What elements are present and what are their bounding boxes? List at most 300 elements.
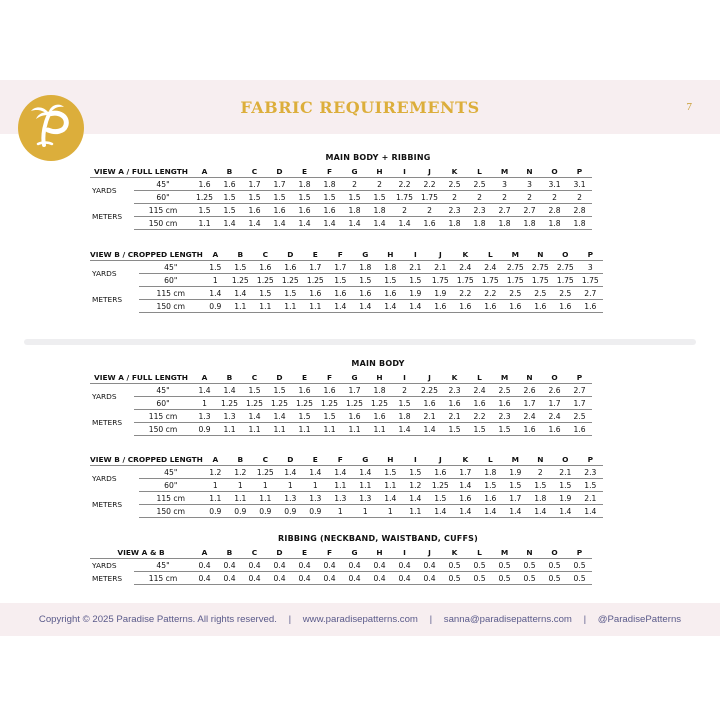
- size-column-header: D: [267, 165, 292, 178]
- table-main-ribbing-view-a: [90, 165, 592, 230]
- table-cell: 2.5: [553, 287, 578, 300]
- unit-spacer: [132, 466, 139, 492]
- size-column-header: G: [342, 165, 367, 178]
- table-cell: 1.3: [328, 492, 353, 505]
- table-cell: 1.7: [267, 178, 292, 191]
- table-cell: 1.6: [528, 300, 553, 313]
- table-cell: 0.5: [467, 559, 492, 572]
- page-number: 7: [686, 101, 692, 113]
- table-cell: 2.75: [503, 261, 528, 274]
- table-cell: 1.4: [192, 384, 217, 397]
- table-cell: 0.4: [217, 572, 242, 585]
- table-cell: 1.25: [242, 397, 267, 410]
- table-main-ribbing-view-b: [90, 248, 603, 313]
- table-cell: 1.4: [353, 300, 378, 313]
- table-cell: 1.75: [428, 274, 453, 287]
- table-cell: 1.5: [378, 274, 403, 287]
- table-cell: 1.4: [578, 505, 603, 518]
- table-cell: 1.2: [403, 479, 428, 492]
- table-cell: 2: [417, 204, 442, 217]
- table-cell: 1.8: [378, 261, 403, 274]
- table-cell: 1.25: [192, 191, 217, 204]
- table-cell: 1.2: [203, 466, 228, 479]
- table-cell: 0.4: [392, 559, 417, 572]
- section-title-main-body: MAIN BODY: [351, 359, 405, 368]
- table-cell: 1.6: [217, 178, 242, 191]
- table-cell: 2.5: [503, 287, 528, 300]
- table-cell: 1.5: [392, 397, 417, 410]
- table-row: [90, 492, 603, 505]
- table-cell: 1.1: [253, 492, 278, 505]
- size-column-header: B: [228, 453, 253, 466]
- size-column-header: I: [392, 546, 417, 559]
- size-column-header: F: [317, 546, 342, 559]
- table-cell: 2.5: [528, 287, 553, 300]
- size-column-header: A: [192, 165, 217, 178]
- table-cell: 1.8: [478, 466, 503, 479]
- table-cell: 1.1: [278, 300, 303, 313]
- table-cell: 2.7: [567, 384, 592, 397]
- size-column-header: G: [342, 371, 367, 384]
- table-cell: 1.75: [417, 191, 442, 204]
- size-column-header: N: [517, 165, 542, 178]
- table-cell: 3.1: [542, 178, 567, 191]
- table-cell: 1.4: [403, 300, 428, 313]
- table-cell: 0.4: [367, 572, 392, 585]
- table-cell: 1.4: [453, 479, 478, 492]
- table-cell: 1.1: [353, 479, 378, 492]
- size-column-header: C: [253, 453, 278, 466]
- fabric-width-label: 60": [139, 479, 203, 492]
- table-cell: 2.5: [467, 178, 492, 191]
- table-row: [90, 384, 592, 397]
- table-cell: 0.4: [417, 572, 442, 585]
- size-column-header: B: [228, 248, 253, 261]
- fabric-width-label: 115 cm: [139, 492, 203, 505]
- table-cell: 1.1: [192, 217, 217, 230]
- table-cell: 1.8: [542, 217, 567, 230]
- table-cell: 2.3: [578, 466, 603, 479]
- table-cell: 1.8: [467, 217, 492, 230]
- footer: [0, 614, 720, 625]
- table-cell: 2.5: [492, 384, 517, 397]
- table-cell: 1.8: [392, 410, 417, 423]
- table-cell: 1.75: [392, 191, 417, 204]
- table-cell: 1.4: [292, 217, 317, 230]
- table-cell: 1: [228, 479, 253, 492]
- size-column-header: D: [278, 453, 303, 466]
- table-cell: 1.6: [242, 204, 267, 217]
- size-column-header: A: [203, 453, 228, 466]
- table-row: [90, 559, 592, 572]
- table-cell: 1.25: [317, 397, 342, 410]
- table-cell: 1.6: [253, 261, 278, 274]
- table-ribbing-view-ab: [90, 546, 592, 585]
- table-cell: 1.5: [292, 410, 317, 423]
- table-cell: 1.1: [217, 423, 242, 436]
- table-cell: 1.6: [517, 423, 542, 436]
- table-cell: 1.25: [342, 397, 367, 410]
- table-cell: 1.1: [403, 505, 428, 518]
- table-cell: 1.4: [242, 410, 267, 423]
- table-cell: 1.8: [367, 204, 392, 217]
- size-column-header: L: [478, 248, 503, 261]
- size-column-header: O: [553, 453, 578, 466]
- table-cell: 2.1: [578, 492, 603, 505]
- size-column-header: E: [292, 371, 317, 384]
- table-cell: 3: [517, 178, 542, 191]
- table-cell: 0.5: [567, 572, 592, 585]
- table-cell: 1.4: [328, 300, 353, 313]
- table-cell: 2: [392, 204, 417, 217]
- size-column-header: H: [367, 165, 392, 178]
- table-cell: 1.3: [353, 492, 378, 505]
- table-cell: 2.4: [542, 410, 567, 423]
- table-cell: 2: [467, 191, 492, 204]
- table-row: [90, 397, 592, 410]
- table-cell: 3: [578, 261, 603, 274]
- table-cell: 2.2: [417, 178, 442, 191]
- table-cell: 0.4: [392, 572, 417, 585]
- table-cell: 0.9: [203, 505, 228, 518]
- table-cell: 1.4: [217, 384, 242, 397]
- unit-label: METERS: [92, 500, 123, 509]
- table-header-row: [90, 371, 592, 384]
- table-cell: 1.4: [242, 217, 267, 230]
- table-cell: 1.7: [342, 384, 367, 397]
- table-cell: 1.5: [367, 191, 392, 204]
- table-cell: 1.6: [492, 397, 517, 410]
- table-cell: 1.6: [378, 287, 403, 300]
- table-cell: 0.5: [467, 572, 492, 585]
- table-cell: 1.1: [367, 423, 392, 436]
- table-cell: 1.7: [503, 492, 528, 505]
- table-cell: 0.4: [267, 572, 292, 585]
- table-cell: 0.4: [342, 572, 367, 585]
- table-cell: 1.3: [278, 492, 303, 505]
- size-column-header: J: [417, 371, 442, 384]
- size-column-header: I: [392, 165, 417, 178]
- size-column-header: G: [353, 453, 378, 466]
- table-cell: 0.4: [317, 572, 342, 585]
- table-cell: 1.7: [328, 261, 353, 274]
- table-header-row: [90, 248, 603, 261]
- unit-spacer: [132, 492, 139, 518]
- table-row: [90, 191, 592, 204]
- size-column-header: F: [328, 248, 353, 261]
- table-cell: 1.9: [553, 492, 578, 505]
- table-row: [90, 505, 603, 518]
- table-cell: 2: [528, 466, 553, 479]
- table-cell: 1.6: [442, 397, 467, 410]
- table-cell: 2.8: [567, 204, 592, 217]
- table-cell: 1.4: [528, 505, 553, 518]
- table-cell: 1.6: [478, 300, 503, 313]
- table-cell: 1.75: [578, 274, 603, 287]
- fabric-width-label: 60": [134, 191, 192, 204]
- size-column-header: G: [342, 546, 367, 559]
- unit-label: YARDS: [92, 186, 117, 196]
- table-cell: 2: [442, 191, 467, 204]
- table-row: [90, 466, 603, 479]
- size-column-header: B: [217, 165, 242, 178]
- table-cell: 1: [203, 274, 228, 287]
- table-cell: 3: [492, 178, 517, 191]
- section-title-ribbing: RIBBING (NECKBAND, WAISTBAND, CUFFS): [278, 534, 478, 543]
- table-cell: 1.25: [278, 274, 303, 287]
- table-cell: 2.3: [442, 204, 467, 217]
- table-cell: 1.5: [442, 423, 467, 436]
- table-cell: 1.6: [367, 410, 392, 423]
- table-cell: 2: [492, 191, 517, 204]
- table-cell: 1.4: [553, 505, 578, 518]
- fabric-width-label: 150 cm: [134, 423, 192, 436]
- table-cell: 1.5: [403, 274, 428, 287]
- table-cell: 1.5: [342, 191, 367, 204]
- table-cell: 1.6: [467, 397, 492, 410]
- size-column-header: P: [578, 248, 603, 261]
- size-column-header: N: [517, 371, 542, 384]
- table-cell: 1.1: [242, 423, 267, 436]
- table-cell: 1.5: [478, 479, 503, 492]
- table-cell: 1.6: [292, 384, 317, 397]
- size-column-header: J: [428, 248, 453, 261]
- table-cell: 1.4: [278, 466, 303, 479]
- table-cell: 2.4: [453, 261, 478, 274]
- table-cell: 1.5: [267, 191, 292, 204]
- table-cell: 2: [517, 191, 542, 204]
- unit-label: YARDS: [92, 560, 117, 570]
- table-cell: 1: [203, 479, 228, 492]
- table-cell: 0.4: [367, 559, 392, 572]
- size-column-header: O: [542, 165, 567, 178]
- table-cell: 0.4: [192, 559, 217, 572]
- table-cell: 1.4: [217, 217, 242, 230]
- table-cell: 1.1: [303, 300, 328, 313]
- table-cell: 1.5: [578, 479, 603, 492]
- fabric-width-label: 115 cm: [134, 204, 192, 217]
- unit-label: YARDS: [92, 474, 117, 484]
- table-cell: 2.1: [553, 466, 578, 479]
- table-cell: 1.5: [242, 191, 267, 204]
- table-cell: 1.25: [253, 274, 278, 287]
- table-cell: 2.2: [392, 178, 417, 191]
- table-cell: 1.3: [192, 410, 217, 423]
- size-column-header: M: [503, 453, 528, 466]
- size-column-header: J: [417, 165, 442, 178]
- table-cell: 0.9: [203, 300, 228, 313]
- table-cell: 1.4: [392, 217, 417, 230]
- table-cell: 1.6: [317, 204, 342, 217]
- table-cell: 2.2: [453, 287, 478, 300]
- footer-social-handle[interactable]: @ParadisePatterns: [597, 614, 682, 625]
- table-cell: 1.6: [553, 300, 578, 313]
- table-cell: 1.5: [192, 204, 217, 217]
- table-row: [90, 572, 592, 585]
- table-cell: 1: [378, 505, 403, 518]
- table-cell: 1.6: [278, 261, 303, 274]
- table-cell: 1.75: [478, 274, 503, 287]
- size-column-header: D: [278, 248, 303, 261]
- table-cell: 1.6: [542, 423, 567, 436]
- table-cell: 1.75: [553, 274, 578, 287]
- size-column-header: K: [442, 165, 467, 178]
- size-column-header: O: [542, 371, 567, 384]
- table-cell: 1.1: [203, 492, 228, 505]
- footer-separator: |: [429, 614, 433, 625]
- fabric-width-label: 115 cm: [134, 572, 192, 585]
- table-cell: 0.5: [517, 559, 542, 572]
- table-cell: 2.75: [528, 261, 553, 274]
- size-column-header: I: [392, 371, 417, 384]
- size-column-header: I: [403, 453, 428, 466]
- size-column-header: C: [242, 546, 267, 559]
- size-column-header: J: [417, 546, 442, 559]
- table-cell: 1.9: [503, 466, 528, 479]
- size-column-header: M: [492, 371, 517, 384]
- table-cell: 2.6: [517, 384, 542, 397]
- fabric-width-label: 60": [139, 274, 203, 287]
- table-cell: 2.7: [578, 287, 603, 300]
- table-cell: 2.25: [417, 384, 442, 397]
- table-cell: 1.25: [303, 274, 328, 287]
- table-cell: 1.25: [217, 397, 242, 410]
- table-cell: 1.4: [428, 505, 453, 518]
- table-main-body-view-b: [90, 453, 603, 518]
- footer-website-link[interactable]: www.paradisepatterns.com: [302, 614, 418, 625]
- table-row: [90, 479, 603, 492]
- table-cell: 2.5: [567, 410, 592, 423]
- size-column-header: F: [317, 165, 342, 178]
- table-cell: 2.4: [517, 410, 542, 423]
- size-column-header: A: [192, 371, 217, 384]
- table-cell: 0.4: [292, 559, 317, 572]
- table-cell: 1.6: [578, 300, 603, 313]
- size-column-header: L: [467, 371, 492, 384]
- unit-label: YARDS: [92, 269, 117, 279]
- size-column-header: K: [453, 453, 478, 466]
- size-column-header: K: [442, 371, 467, 384]
- table-cell: 1.4: [328, 466, 353, 479]
- table-cell: 1.5: [492, 423, 517, 436]
- table-cell: 1.5: [553, 479, 578, 492]
- table-cell: 1.7: [567, 397, 592, 410]
- table-cell: 1.8: [567, 217, 592, 230]
- size-column-header: K: [442, 546, 467, 559]
- table-cell: 1.1: [292, 423, 317, 436]
- size-column-header: O: [542, 546, 567, 559]
- size-column-header: E: [303, 248, 328, 261]
- fabric-width-label: 115 cm: [134, 410, 192, 423]
- fabric-width-label: 45": [134, 559, 192, 572]
- size-column-header: A: [203, 248, 228, 261]
- size-column-header: N: [528, 453, 553, 466]
- size-column-header: M: [503, 248, 528, 261]
- table-cell: 1.5: [203, 261, 228, 274]
- table-cell: 0.5: [492, 572, 517, 585]
- table-cell: 1.5: [267, 384, 292, 397]
- table-row: [90, 287, 603, 300]
- table-cell: 1.1: [328, 479, 353, 492]
- table-cell: 1.5: [292, 191, 317, 204]
- size-column-header: L: [478, 453, 503, 466]
- table-cell: 0.5: [542, 559, 567, 572]
- size-column-header: H: [378, 248, 403, 261]
- table-cell: 1.2: [228, 466, 253, 479]
- size-column-header: F: [328, 453, 353, 466]
- table-row: [90, 274, 603, 287]
- table-cell: 1.75: [453, 274, 478, 287]
- table-cell: 1.1: [267, 423, 292, 436]
- table-cell: 0.5: [492, 559, 517, 572]
- table-cell: 1.7: [542, 397, 567, 410]
- table-cell: 1.6: [428, 466, 453, 479]
- size-column-header: O: [553, 248, 578, 261]
- table-cell: 1.3: [217, 410, 242, 423]
- table-cell: 1.5: [378, 466, 403, 479]
- table-cell: 2.6: [542, 384, 567, 397]
- table-cell: 0.4: [192, 572, 217, 585]
- table-cell: 0.4: [242, 572, 267, 585]
- table-cell: 0.5: [517, 572, 542, 585]
- table-cell: 2.1: [428, 261, 453, 274]
- table-cell: 1: [192, 397, 217, 410]
- table-cell: 1.6: [453, 492, 478, 505]
- table-cell: 0.5: [442, 572, 467, 585]
- table-cell: 3.1: [567, 178, 592, 191]
- fabric-width-label: 150 cm: [139, 300, 203, 313]
- table-cell: 1.6: [417, 397, 442, 410]
- fabric-width-label: 45": [139, 466, 203, 479]
- view-label: VIEW B / CROPPED LENGTH: [90, 454, 203, 464]
- footer-copyright: Copyright © 2025 Paradise Patterns. All rights reserved.: [38, 614, 277, 625]
- table-cell: 1.3: [303, 492, 328, 505]
- size-column-header: G: [353, 248, 378, 261]
- table-cell: 1.8: [317, 178, 342, 191]
- table-cell: 1.25: [428, 479, 453, 492]
- table-cell: 1.75: [528, 274, 553, 287]
- size-column-header: J: [428, 453, 453, 466]
- unit-label: METERS: [92, 418, 123, 427]
- table-cell: 1.4: [503, 505, 528, 518]
- table-cell: 1.1: [228, 492, 253, 505]
- footer-email-link[interactable]: sanna@paradisepatterns.com: [443, 614, 572, 625]
- table-cell: 0.9: [228, 505, 253, 518]
- fabric-width-label: 45": [134, 384, 192, 397]
- table-cell: 1.7: [453, 466, 478, 479]
- table-cell: 1.5: [278, 287, 303, 300]
- table-row: [90, 178, 592, 191]
- table-cell: 0.4: [342, 559, 367, 572]
- table-cell: 1.1: [253, 300, 278, 313]
- table-cell: 2.2: [478, 287, 503, 300]
- table-cell: 0.4: [417, 559, 442, 572]
- table-cell: 1.6: [428, 300, 453, 313]
- table-cell: 1.6: [192, 178, 217, 191]
- table-cell: 0.5: [567, 559, 592, 572]
- table-cell: 1.8: [353, 261, 378, 274]
- fabric-width-label: 45": [139, 261, 203, 274]
- table-cell: 0.5: [542, 572, 567, 585]
- section-title-main-body-ribbing: MAIN BODY + RIBBING: [325, 153, 431, 162]
- table-cell: 1.1: [317, 423, 342, 436]
- table-cell: 1.4: [342, 217, 367, 230]
- table-cell: 2.75: [553, 261, 578, 274]
- table-cell: 1.4: [367, 217, 392, 230]
- table-cell: 1.8: [517, 217, 542, 230]
- size-column-header: K: [453, 248, 478, 261]
- table-cell: 1.4: [267, 217, 292, 230]
